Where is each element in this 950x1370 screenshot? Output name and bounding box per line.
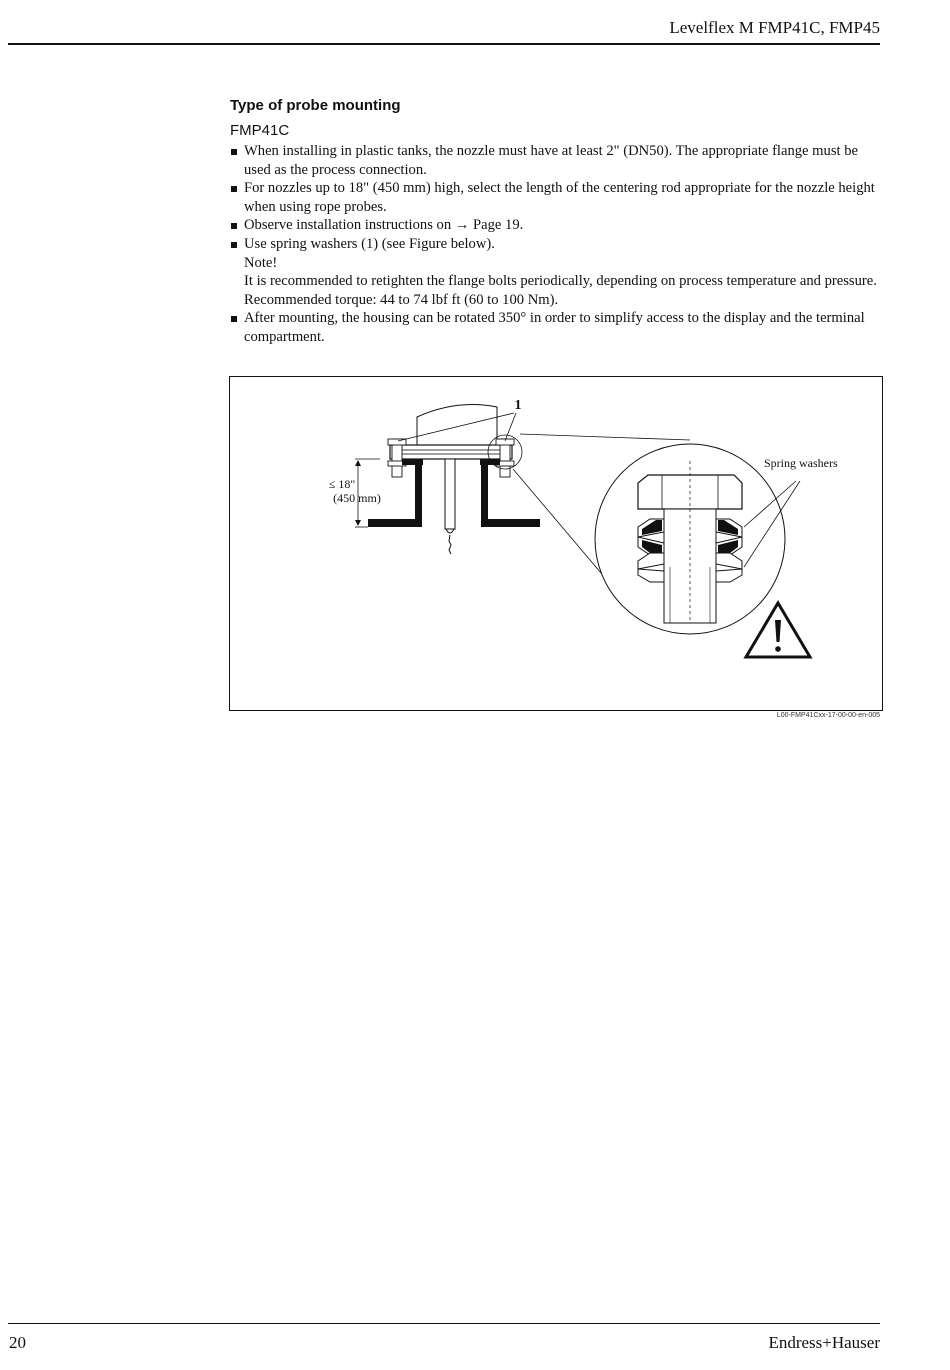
figure-code: L00-FMP41Cxx-17-00-00-en-005 <box>776 712 880 719</box>
list-item <box>230 235 890 309</box>
section-subtitle: FMP41C <box>230 122 290 139</box>
probe-rod <box>445 459 455 529</box>
brand-name: Endress+Hauser <box>768 1333 880 1352</box>
header-title: Levelflex M FMP41C, FMP45 <box>669 18 880 37</box>
bullet-line: Use spring washers (1) (see Figure below). <box>244 235 495 252</box>
mounting-figure <box>230 377 882 710</box>
list-item <box>230 179 890 216</box>
footer-rule <box>8 1323 880 1324</box>
bullet-line: When installing in plastic tanks, the nozzle must have at least 2" (DN50). The appropriate flange must be <box>244 143 858 159</box>
list-item <box>230 216 890 235</box>
bullet-line: It is recommended to retighten the flange bolts periodically, depending on process temperature and pressure. <box>244 273 877 290</box>
bullet-list <box>230 142 890 347</box>
list-item <box>230 309 890 346</box>
height-label-mm: (450 mm) <box>333 491 381 505</box>
note-label: Note! <box>244 254 278 271</box>
header-rule <box>8 43 880 45</box>
content <box>230 97 890 347</box>
page-number: 20 <box>9 1333 26 1352</box>
callout-number: 1 <box>514 398 522 413</box>
section-title: Type of probe mounting <box>230 97 401 114</box>
list-item <box>230 142 890 179</box>
warning-icon <box>746 603 810 657</box>
figure-box <box>229 376 883 711</box>
spring-washers-label: Spring washers <box>764 456 838 470</box>
bullet-line: Observe installation instructions on → Page 19. <box>244 217 524 234</box>
bullet-line: Recommended torque: 44 to 74 lbf ft (60 to 100 Nm). <box>244 291 559 308</box>
bullet-line: For nozzles up to 18" (450 mm) high, select the length of the centering rod appropriate for the nozzle height <box>244 180 875 197</box>
height-label: ≤ 18" <box>328 477 356 491</box>
bullet-line: After mounting, the housing can be rotated 350° in order to simplify access to the display and the terminal <box>244 310 865 327</box>
bullet-line: used as the process connection. <box>244 161 427 178</box>
bullet-line: compartment. <box>244 328 325 345</box>
bullet-line: when using rope probes. <box>244 198 387 215</box>
probe-housing <box>417 405 497 445</box>
